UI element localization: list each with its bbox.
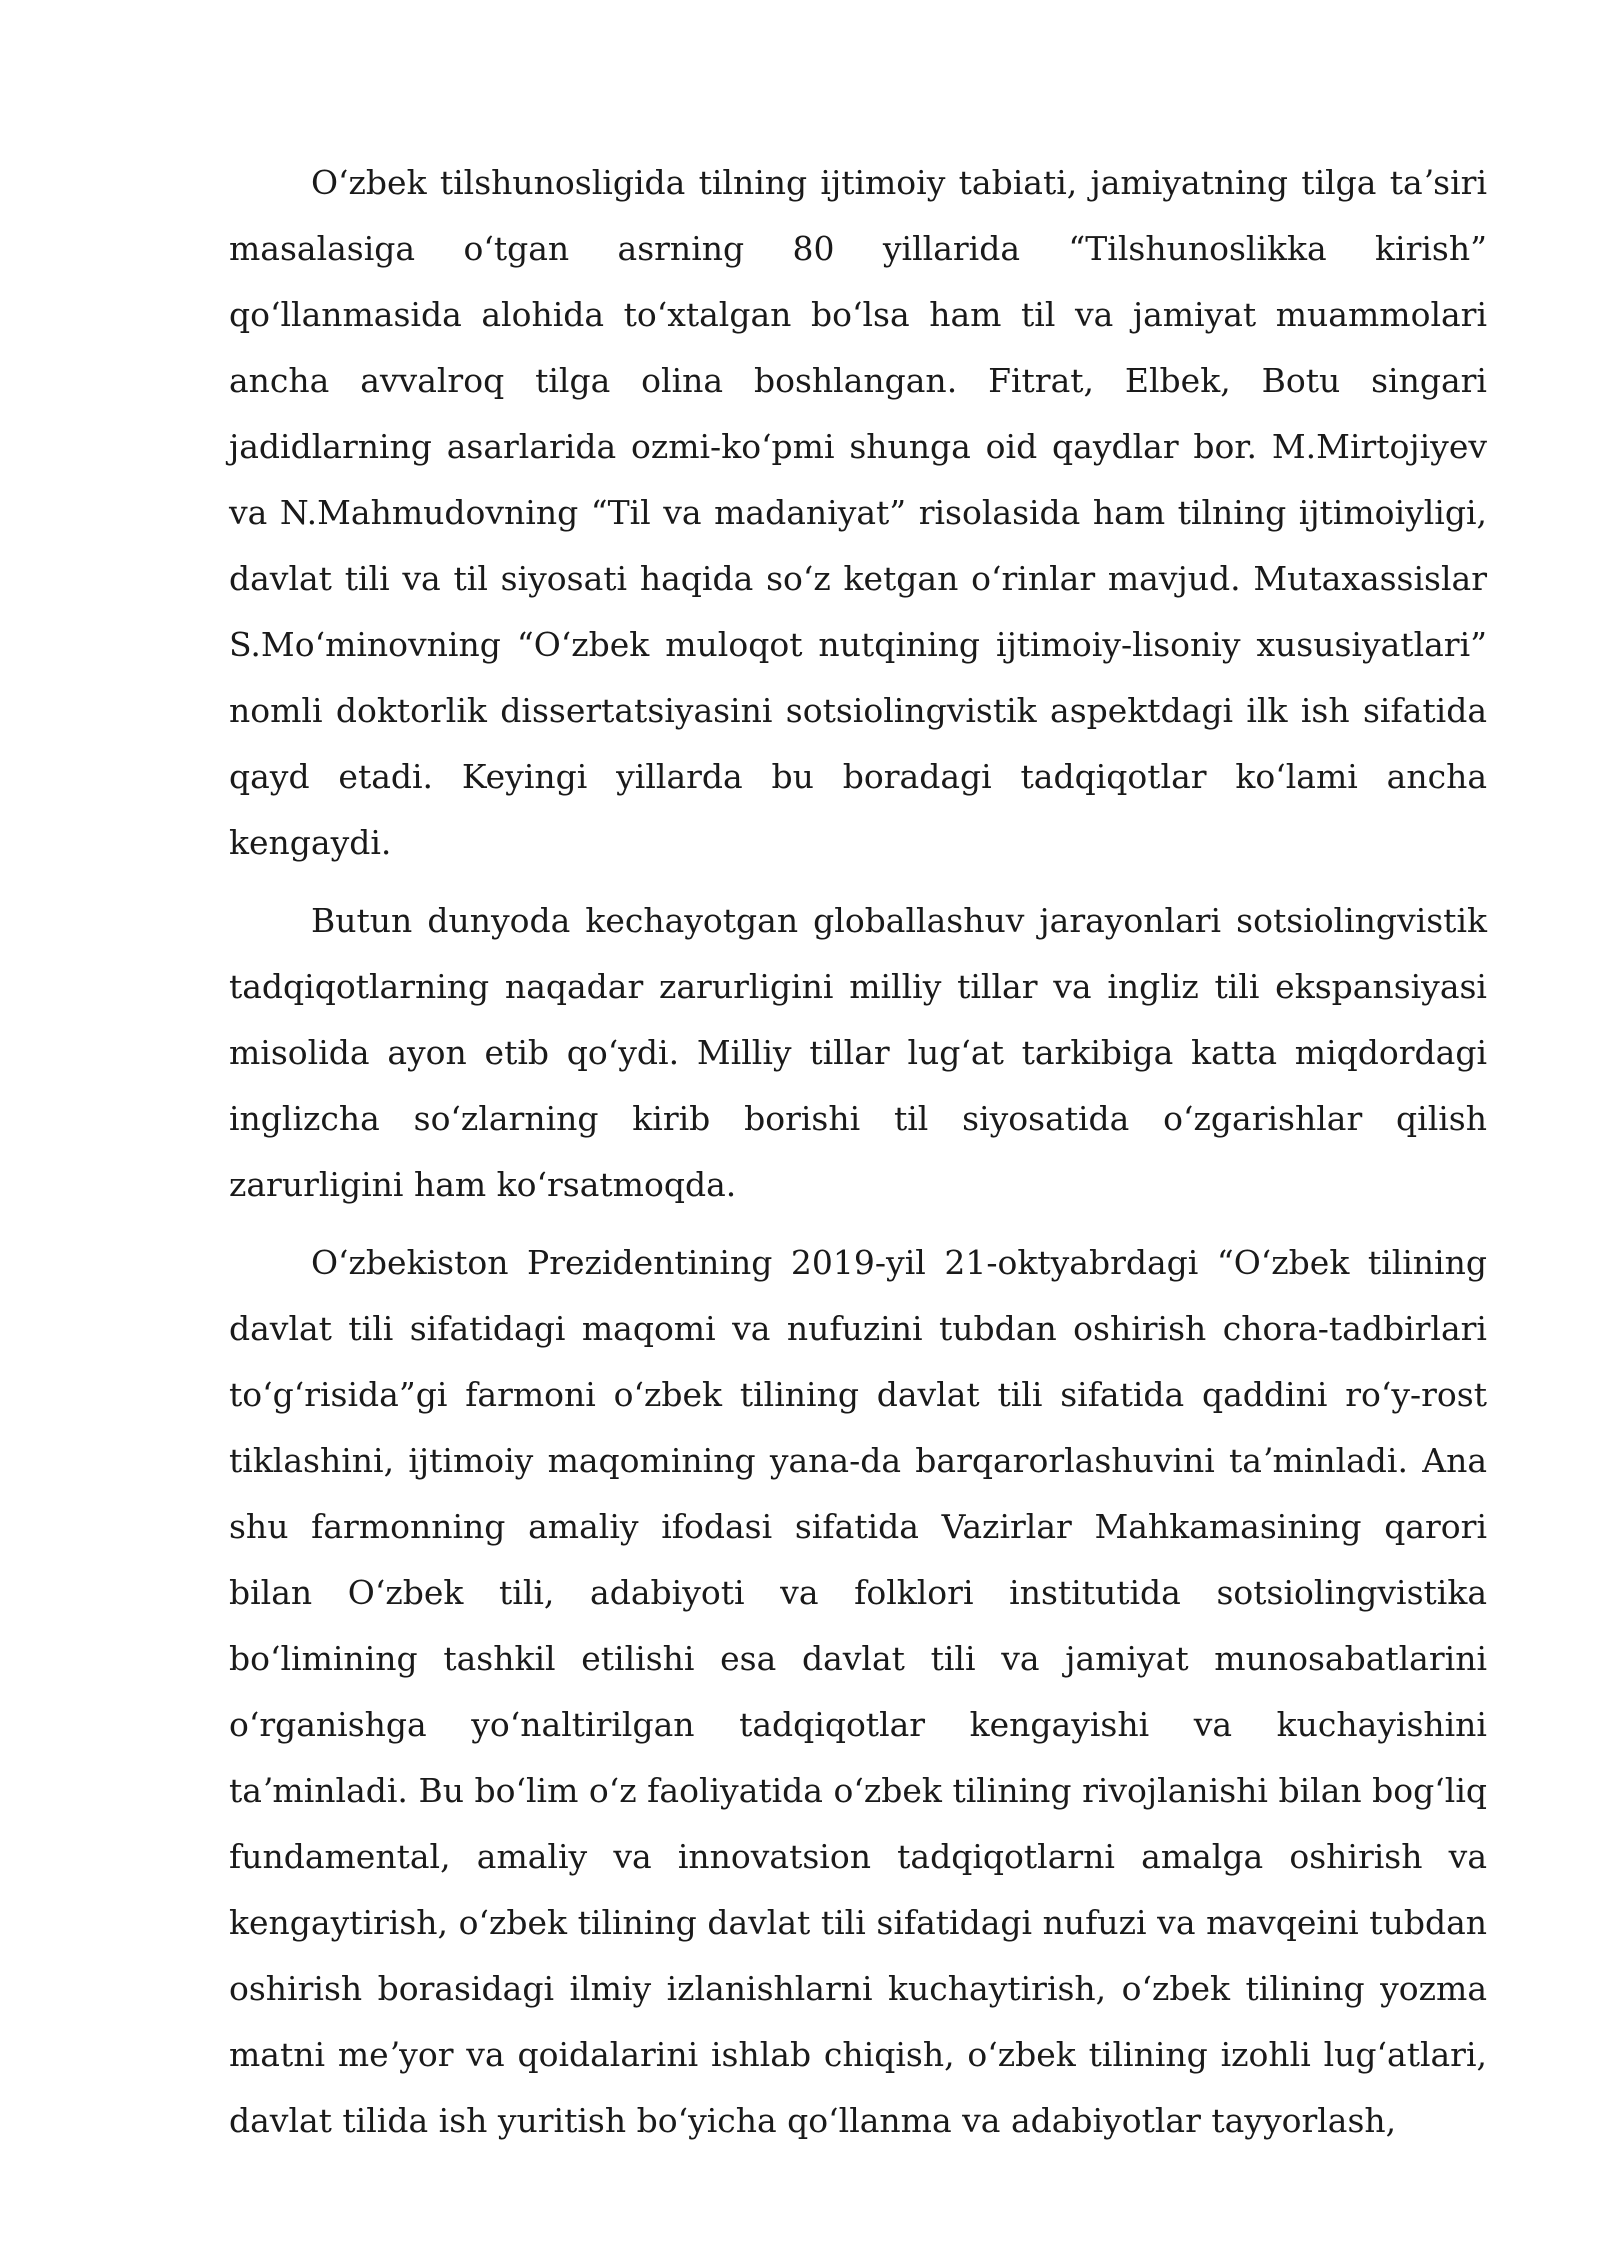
paragraph: Oʻzbekiston Prezidentining 2019-yil 21-oktyabrdagi “Oʻzbek tilining davlat tili sifatidagi maqomi va nufuzini tubdan oshirish chora-tadbirlari toʻgʻrisida”gi farmoni oʻzbek tilining davlat tili sifatida qaddini roʻy-rost tiklashini, ijtimoiy maqomining yana-da barqarorlashuvini taʼminladi. Ana shu farmonning amaliy ifodasi sifatida Vazirlar Mahkamasining qarori bilan Oʻzbek tili, adabiyoti va folklori institutida sotsiolingvistika boʻlimining tashkil etilishi esa davlat tili va jamiyat munosabatlarini oʻrganishga yoʻnaltirilgan tadqiqotlar kengayishi va kuchayishini taʼminladi. Bu boʻlim oʻz faoliyatida oʻzbek tilining rivojlanishi bilan bogʻliq fundamental, amaliy va innovatsion tadqiqotlarni amalga oshirish va kengaytirish, oʻzbek tilining davlat tili sifatidagi nufuzi va mavqeini tubdan oshirish borasidagi ilmiy izlanishlarni kuchaytirish, oʻzbek tilining yozma matni meʼyor va qoidalarini ishlab chiqish, oʻzbek tilining izohli lugʻatlari, davlat tilida ish yuritish boʻyicha qoʻllanma va adabiyotlar tayyorlash, bbox=[229, 1243, 1487, 2140]
paragraph: Butun dunyoda kechayotgan globallashuv jarayonlari sotsiolingvistik tadqiqotlarning naqadar zarurligini milliy tillar va ingliz tili ekspansiyasi misolida ayon etib qoʻydi. Milliy tillar lugʻat tarkibiga katta miqdordagi inglizcha soʻzlarning kirib borishi til siyosatida oʻzgarishlar qilish zarurligini ham koʻrsatmoqda. bbox=[229, 901, 1487, 1204]
paragraph: Oʻzbek tilshunosligida tilning ijtimoiy tabiati, jamiyatning tilga taʼsiri masalasiga oʻtgan asrning 80 yillarida “Tilshunoslikka kirish” qoʻllanmasida alohida toʻxtalgan boʻlsa ham til va jamiyat muammolari ancha avvalroq tilga olina boshlangan. Fitrat, Elbek, Botu singari jadidlarning asarlarida ozmi-koʻpmi shunga oid qaydlar bor. M.Mirtojiyev va N.Mahmudovning “Til va madaniyat” risolasida ham tilning ijtimoiyligi, davlat tili va til siyosati haqida soʻz ketgan oʻrinlar mavjud. Mutaxassislar S.Moʻminovning “Oʻzbek muloqot nutqining ijtimoiy-lisoniy xususiyatlari” nomli doktorlik dissertatsiyasini sotsiolingvistik aspektdagi ilk ish sifatida qayd etadi. Keyingi yillarda bu boradagi tadqiqotlar koʻlami ancha kengaydi. bbox=[229, 163, 1487, 862]
document-body bbox=[229, 150, 1487, 2154]
